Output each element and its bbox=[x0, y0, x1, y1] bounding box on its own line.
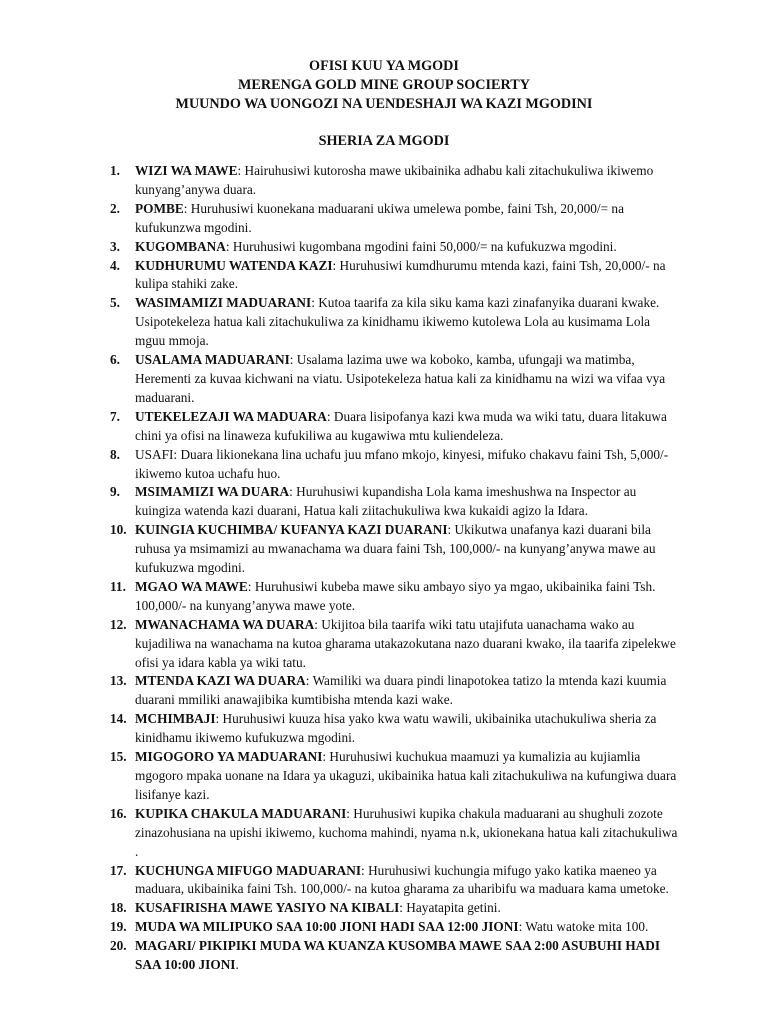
rule-text: : Huruhusiwi kubeba mawe siku ambayo siyo ya mgao, ukibainika faini Tsh. 100,000/- na kunyang’anywa mawe yote. bbox=[135, 578, 656, 613]
rule-number: 10. bbox=[110, 522, 127, 538]
rule-item bbox=[0, 446, 768, 484]
rule-number: 13. bbox=[110, 673, 127, 689]
rule-title: KUINGIA KUCHIMBA/ KUFANYA KAZI DUARANI bbox=[135, 522, 448, 538]
rule-number: 1. bbox=[110, 163, 120, 178]
rule-title: MSIMAMIZI WA DUARA bbox=[135, 484, 290, 500]
rule-number: 2. bbox=[110, 200, 120, 216]
rule-number: 5. bbox=[110, 295, 120, 311]
rule-title: KUCHUNGA MIFUGO MADUARANI bbox=[135, 862, 362, 878]
rule-number: 9. bbox=[110, 484, 120, 500]
rule-text: : Usalama lazima uwe wa koboko, kamba, ufungaji wa matimba, Herementi za kuvaa kichwani na viatu. Usipotekeleza hatua kali za kinidhamu na wizi wa vifaa vya maduarani. bbox=[135, 352, 666, 405]
document-header bbox=[0, 57, 768, 114]
rule-number: 8. bbox=[110, 446, 120, 462]
rule-text: : Duara lisipofanya kazi kwa muda wa wiki tatu, duara litakuwa chini ya ofisi na linaweza kufukiliwa au kugawiwa mtu kuliendeleza. bbox=[135, 408, 667, 443]
rule-title: KUDHURUMU WATENDA KAZI bbox=[135, 257, 333, 273]
rule-title: UTEKELEZAJI WA MADUARA bbox=[135, 408, 327, 424]
header-document-title: MUUNDO WA UONGOZI NA UENDESHAJI WA KAZI MGODINI bbox=[175, 96, 593, 112]
rule-number: 4. bbox=[110, 257, 120, 273]
rule-item bbox=[0, 294, 768, 351]
rule-number: 15. bbox=[110, 749, 127, 765]
rule-number: 19. bbox=[110, 919, 127, 935]
rule-item bbox=[0, 937, 768, 975]
rule-title: WASIMAMIZI MADUARANI bbox=[135, 295, 312, 311]
rule-text: : Huruhusiwi kugombana mgodini faini 50,000/= na kufukuzwa mgodini. bbox=[225, 238, 617, 254]
rule-text: : Huruhusiwi kupandisha Lola kama imeshushwa na Inspector au kuingiza watenda kazi duarani, Hatua kali ziitachukuliwa kwa kukaidi agizo la Idara. bbox=[135, 484, 637, 519]
rule-number: 16. bbox=[110, 805, 127, 821]
rule-text: : Watu watoke mita 100. bbox=[518, 919, 649, 935]
rule-text: : Huruhusiwi kuchukua maamuzi ya kumalizia au kujiamlia mgogoro mpaka uonane na Idara ya ukaguzi, ukibainika hatua kali zitachukuliwa na kufungiwa duara lisifanye kazi. bbox=[135, 749, 677, 802]
rule-item bbox=[0, 257, 768, 295]
rule-text: : Huruhusiwi kuonekana maduarani ukiwa umelewa pombe, faini Tsh, 20,000/= na kufukunzwa mgodini. bbox=[135, 200, 624, 235]
rule-item bbox=[0, 616, 768, 673]
rule-title: KUPIKA CHAKULA MADUARANI bbox=[135, 805, 347, 821]
rule-title: MTENDA KAZI WA DUARA bbox=[135, 673, 306, 689]
rule-item bbox=[0, 351, 768, 408]
rule-title: KUSAFIRISHA MAWE YASIYO NA KIBALI bbox=[135, 900, 400, 916]
rule-item bbox=[0, 200, 768, 238]
rule-text: USAFI: Duara likionekana lina uchafu juu mfano mkojo, kinyesi, mifuko chakavu faini Tsh, 5,000/- ikiwemo kutoa uchafu huo. bbox=[135, 446, 669, 481]
rule-text: : Ukikutwa unafanya kazi duarani bila ruhusa ya msimamizi au mwanachama wa duara faini Tsh, 100,000/- na kunyang’anywa mawe au kufukuzwa mgodini. bbox=[135, 522, 656, 576]
rule-number: 17. bbox=[110, 862, 127, 878]
rules-heading: SHERIA ZA MGODI bbox=[318, 133, 450, 149]
rule-item bbox=[0, 162, 768, 200]
rule-text: : Kutoa taarifa za kila siku kama kazi zinafanyika duarani kwake. Usipotekeleza hatua kali zitachukuliwa za kinidhamu ikiwemo kutolewa Lola au kusimama Lola mguu mmoja. bbox=[135, 295, 660, 349]
rule-item bbox=[0, 483, 768, 521]
rule-item bbox=[0, 805, 768, 862]
rule-text: : Huruhusiwi kuchungia mifugo yako katika maeneo ya maduara, ukibainika faini Tsh. 100,000/- na kutoa gharama za uharibifu wa maduara kama umetoke. bbox=[135, 862, 669, 897]
rule-title: MWANACHAMA WA DUARA bbox=[135, 616, 315, 632]
rule-number: 20. bbox=[110, 938, 127, 954]
rule-number: 11. bbox=[110, 578, 126, 594]
rule-text: : Huruhusiwi kuuza hisa yako kwa watu wawili, ukibainika utachukuliwa sheria za kinidhamu ikiwemo kufukuzwa mgodini. bbox=[135, 711, 657, 746]
rule-number: 18. bbox=[110, 900, 127, 916]
rule-number: 6. bbox=[110, 352, 120, 368]
rule-text: : Wamiliki wa duara pindi linapotokea tatizo la mtenda kazi kuumia duarani mmiliki anawajibika kumtibisha mtenda kazi wake. bbox=[135, 673, 667, 708]
rule-item bbox=[0, 408, 768, 446]
header-organization-name: MERENGA GOLD MINE GROUP SOCIERTY bbox=[238, 77, 530, 93]
rule-title: KUGOMBANA bbox=[135, 238, 226, 254]
rule-text: . bbox=[235, 957, 239, 973]
rules-list bbox=[0, 162, 768, 975]
rule-item bbox=[0, 672, 768, 710]
rule-item bbox=[0, 918, 768, 937]
rule-item bbox=[0, 862, 768, 900]
rule-item bbox=[0, 748, 768, 805]
rule-title: MUDA WA MILIPUKO SAA 10:00 JIONI HADI SAA 12:00 JIONI bbox=[135, 919, 519, 935]
rule-item bbox=[0, 521, 768, 578]
rule-text: : Huruhusiwi kupika chakula maduarani au shughuli zozote zinazohusiana na upishi ikiwemo, kuchoma mahindi, nyama n.k, ukionekana hatua kali zitachukuliwa . bbox=[135, 805, 678, 859]
rule-text: : Hayatapita getini. bbox=[399, 900, 501, 916]
rule-text: : Huruhusiwi kumdhurumu mtenda kazi, faini Tsh, 20,000/- na kulipa stahiki zake. bbox=[135, 257, 666, 292]
rule-text: : Ukijitoa bila taarifa wiki tatu utajifuta uanachama wako au kujadiliwa na wanachama na kutoa gharama utakazokutana nazo duarani kwako, ila taarifa zipelekwe ofisi ya idara kabla ya wiki tatu. bbox=[135, 616, 676, 670]
rule-item bbox=[0, 578, 768, 616]
rule-number: 14. bbox=[110, 711, 127, 727]
rule-item bbox=[0, 710, 768, 748]
rule-title: MAGARI/ PIKIPIKI MUDA WA KUANZA KUSOMBA MAWE SAA 2:00 ASUBUHI HADI SAA 10:00 JIONI bbox=[135, 938, 661, 973]
rule-item bbox=[0, 238, 768, 257]
rule-number: 7. bbox=[110, 408, 120, 424]
rule-title: POMBE bbox=[135, 200, 184, 216]
rule-item bbox=[0, 899, 768, 918]
rule-number: 3. bbox=[110, 238, 120, 254]
rule-title: USALAMA MADUARANI bbox=[135, 352, 290, 368]
rule-number: 12. bbox=[110, 616, 127, 632]
rule-title: MGAO WA MAWE bbox=[135, 578, 248, 594]
rule-title: WIZI WA MAWE bbox=[135, 163, 238, 178]
rule-title: MCHIMBAJI bbox=[135, 711, 216, 727]
header-office-title: OFISI KUU YA MGODI bbox=[309, 58, 459, 74]
rule-title: MIGOGORO YA MADUARANI bbox=[135, 749, 323, 765]
rule-text: : Hairuhusiwi kutorosha mawe ukibainika adhabu kali zitachukuliwa ikiwemo kunyang’anywa duara. bbox=[135, 163, 654, 197]
